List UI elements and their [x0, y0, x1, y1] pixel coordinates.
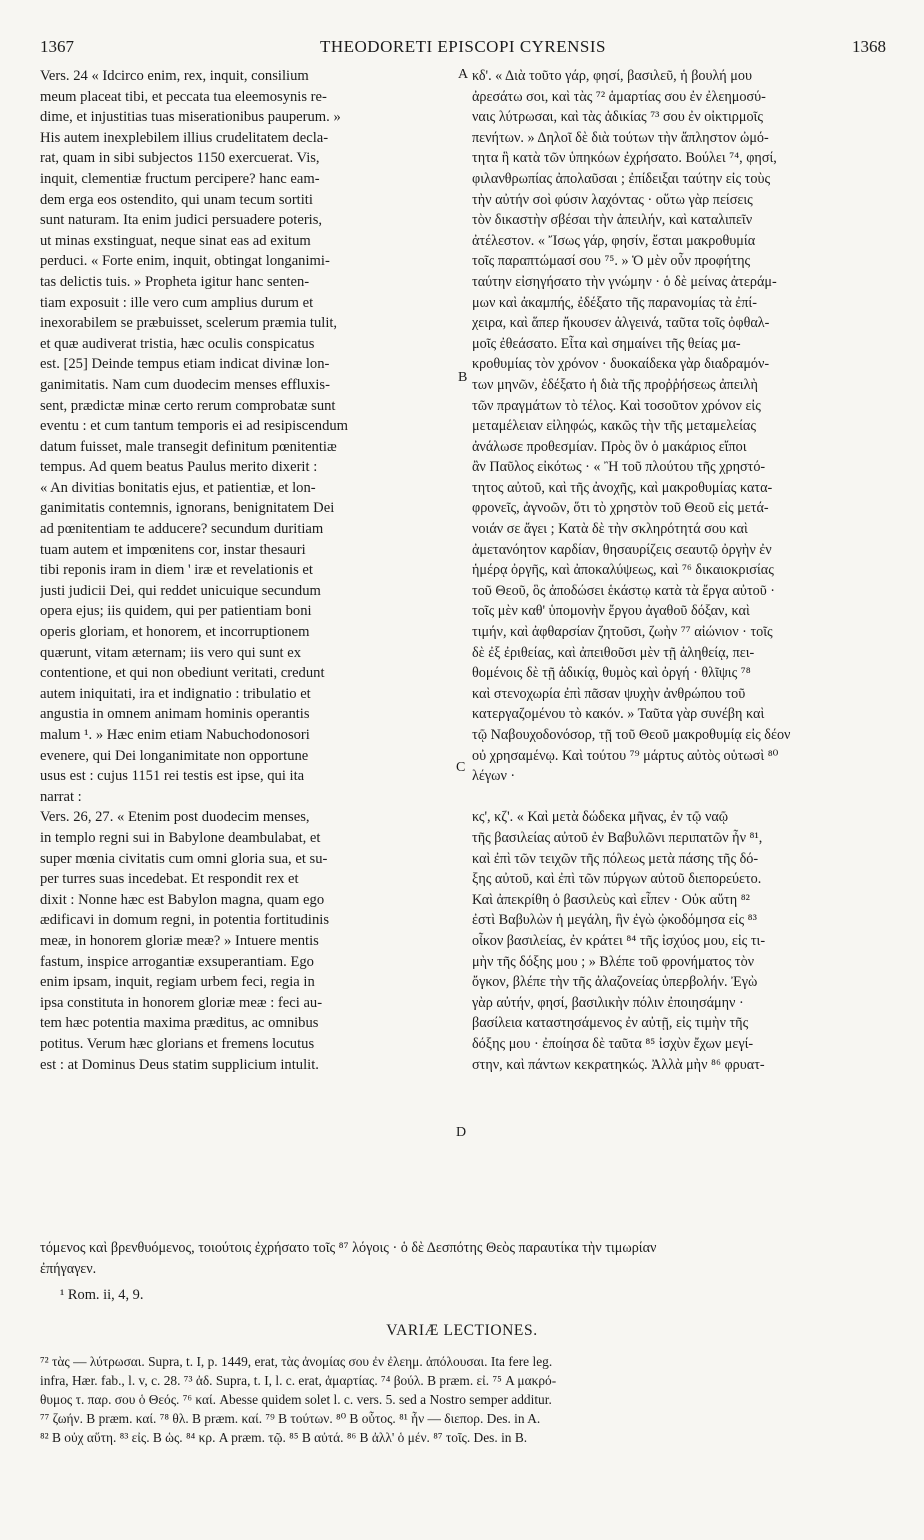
greek-text-line: ἡμέρᾳ ὀργῆς, καὶ ἀποκαλύψεως, καὶ ⁷⁶ δικαιοκρισίας [472, 562, 774, 579]
greek-text-line: τῶν πραγμάτων τὸ τέλος. Καὶ τοσοῦτον χρόνον εἰς [472, 397, 761, 414]
bridge-text-line: τόμενος καὶ βρενθυόμενος, τοιούτοις ἐχρήσατο τοῖς ⁸⁷ λόγοις · ὁ δὲ Δεσπότης Θεὸς παραυτίκα τὴν τιμωρίαν [40, 1240, 657, 1256]
latin-text-line: usus est : cujus 1151 rei testis est ipse, qui ita [40, 768, 305, 785]
greek-text-line: τητος αὐτοῦ, καὶ τῆς ἀνοχῆς, καὶ μακροθυμίας κατα- [472, 479, 773, 496]
greek-text-line: τιμήν, καὶ ἀφθαρσίαν ζητοῦσι, ζωὴν ⁷⁷ αἰώνιον · τοῖς [472, 624, 773, 641]
latin-text-line: est : at Dominus Deus statim supplicium intulit. [40, 1056, 319, 1073]
latin-text-line: Vers. 26, 27. « Etenim post duodecim menses, [40, 809, 310, 826]
greek-text-line: ἀτέλεστον. « Ἴσως γάρ, φησίν, ἔσται μακροθυμία [472, 232, 756, 249]
section-marker-b: B [458, 370, 468, 385]
section-marker-d: D [456, 1125, 467, 1140]
greek-text-line: ναις λύτρωσαι, καὶ τὰς ἀδικίας ⁷³ σου ἐν οἰκτιρμοῖς [472, 109, 763, 126]
latin-text-line: opera ejus; iis quidem, qui per patientiam boni [40, 603, 312, 620]
greek-text-line: ξης αὐτοῦ, καὶ ἐπὶ τῶν πύργων αὐτοῦ διεπορεύετο. [472, 871, 762, 888]
section-marker-c: C [456, 760, 466, 775]
latin-text-line: ut minas exstinguat, neque sinat eas ad exitum [40, 232, 311, 249]
latin-text-line: dime, et injustitias tuas miserationibus pauperum. » [40, 109, 341, 126]
latin-text-line: ganimitatis contemnis, ignorans, benignitatem Dei [40, 500, 335, 517]
latin-text-line: dixit : Nonne hæc est Babylon magna, quam ego [40, 891, 325, 908]
latin-text-line: sent, prædictæ minæ certo rerum comprobatæ sunt [40, 397, 336, 414]
varia-line: ⁷⁷ ζωήν. B præm. καί. ⁷⁸ θλ. B præm. καί. ⁷⁹ B τούτων. ⁸⁰ B οὗτος. ⁸¹ ἦν — διεπορ. Des. in A. [40, 1411, 541, 1426]
greek-text-line: χειρα, καὶ ἅπερ ἤκουσεν ἀλγεινά, ταῦτα τοῖς ὀφθαλ- [472, 315, 770, 332]
latin-text-line: tuam autem et impœnitens cor, instar thesauri [40, 541, 306, 558]
variae-lectiones-title: VARIÆ LECTIONES. [386, 1322, 538, 1339]
latin-text-line: fastum, inspice arrogantiæ exsuperantiam. Ego [40, 953, 314, 970]
latin-text-line: evenere, qui Dei longanimitate non opportune [40, 747, 309, 764]
greek-text-line: τὸν δικαστὴν σβέσαι τὴν ἀπειλήν, καὶ καταλιπεῖν [472, 212, 753, 229]
latin-text-line: quærunt, vitam æternam; iis vero qui sunt ex [40, 644, 302, 661]
greek-text-line: οὐ χρησαμένῳ. Καὶ τούτου ⁷⁹ μάρτυς αὐτὸς οὑτωσὶ ⁸⁰ [472, 747, 779, 764]
latin-text-line: tas delictis tuis. » Propheta igitur hanc senten- [40, 273, 310, 290]
greek-text-line: ἂν Παῦλος εἰκότως · « Ἢ τοῦ πλούτου τῆς χρηστό- [472, 459, 766, 476]
page-number-right: 1368 [852, 37, 886, 56]
latin-text-line: « An divitias bonitatis ejus, et patientiæ, et lon- [40, 479, 316, 496]
latin-text-line: est. [25] Deinde tempus etiam indicat divinæ lon- [40, 356, 330, 373]
bridge-text [40, 1238, 886, 1279]
greek-text-line: θομένοις δὲ τῇ ἀδικίᾳ, θυμὸς καὶ ὀργή · θλῖψις ⁷⁸ [472, 665, 751, 682]
latin-text-line: in templo regni sui in Babylone deambulabat, et [40, 829, 321, 846]
greek-text-line: τῆς βασιλείας αὐτοῦ ἐν Βαβυλῶνι περιπατῶν ἦν ⁸¹, [472, 829, 763, 846]
greek-text-line: λέγων · [472, 768, 516, 785]
greek-text-line: μοῖς ἐθεάσατο. Εἶτα καὶ σημαίνει τῆς θείας μα- [472, 335, 741, 352]
latin-text-line: per turres suas incedebat. Et respondit rex et [40, 871, 299, 888]
greek-text-line: νοιάν σε ἄγει ; Κατὰ δὲ τὴν σκληρότητά σου καὶ [472, 521, 748, 538]
latin-text-line: autem iniquitati, ira et indignatio : tribulatio et [40, 685, 311, 702]
greek-text-line: Καὶ ἀπεκρίθη ὁ βασιλεὺς καὶ εἶπεν · Οὐκ αὕτη ⁸² [472, 891, 750, 908]
latin-text-line: ipsa constituta in honorem gloriæ meæ : feci au- [40, 994, 323, 1011]
latin-text-line: ganimitatis. Nam cum duodecim menses effluxis- [40, 376, 330, 393]
latin-text-line: tiam exposuit : ille vero cum amplius durum et [40, 294, 314, 311]
latin-text-line: inexorabilem se præbuisset, scelerum præmia tulit, [40, 315, 338, 332]
greek-text-line: γὰρ αὐτήν, φησί, βασιλικὴν πόλιν ἐποιησάμην · [472, 994, 744, 1011]
greek-text-line: ἀρεσάτω σοι, καὶ τὰς ⁷² ἁμαρτίας σου ἐν ἐλεημοσύ- [472, 88, 766, 105]
greek-text-line: μεταμέλειαν εἰληφώς, κακῶς τὴν τῆς μεταμελείας [472, 418, 756, 435]
latin-text-line: dem erga eos ostendito, qui unam tecum sortiti [40, 191, 313, 208]
varia-line: ⁷² τὰς — λύτρωσαι. Supra, t. I, p. 1449, erat, τὰς ἀνομίας σου ἐν ἐλεημ. ἀπόλουσαι. Ita fere leg. [40, 1354, 553, 1369]
latin-text-line: tempus. Ad quem beatus Paulus merito dixerit : [40, 459, 318, 476]
greek-text-line: δὲ ἐξ ἐριθείας, καὶ ἀπειθοῦσι μὲν τῇ ἀληθείᾳ, πει- [472, 644, 755, 661]
running-title: THEODORETI EPISCOPI CYRENSIS [319, 37, 607, 56]
section-marker-a: A [458, 67, 469, 82]
greek-column [472, 66, 886, 1075]
greek-text-line: οἶκον βασιλείας, ἐν κράτει ⁸⁴ τῆς ἰσχύος μου, εἰς τι- [472, 932, 766, 949]
latin-text-line: tibi reponis iram in diem ' iræ et revelationis et [40, 562, 313, 579]
latin-text-line: tem hæc potentia maxima præditus, ac omnibus [40, 1015, 319, 1032]
greek-text-line: ἐστὶ Βαβυλὼν ἡ μεγάλη, ἣν ἐγὼ ᾠκοδόμησα εἰς ⁸³ [472, 912, 757, 929]
varia-line: infra, Hær. fab., l. v, c. 28. ⁷³ ἀδ. Supra, t. I, l. c. erat, ἁμαρτίας. ⁷⁴ βούλ. B præm. εἰ. ⁷⁵ A μακρό- [40, 1373, 557, 1388]
greek-text-line: τοῦ Θεοῦ, ὃς ἀποδώσει ἑκάστῳ κατὰ τὰ ἔργα αὐτοῦ · [472, 582, 776, 599]
latin-text-line: inquit, clementiæ fructum percipere? hanc eam- [40, 170, 320, 187]
greek-text-line: των μηνῶν, ἐδέξατο ἡ διὰ τῆς προῤῥήσεως ἀπειλὴ [472, 376, 758, 393]
greek-text-line: μων καὶ ἀκαμπής, ἐδέξατο τῆς παρανομίας τὰ ἐπί- [472, 294, 757, 311]
greek-text-line: φιλανθρωπίας ἀπολαῦσαι ; ἐπίδειξαι ταύτην εἰς τοὺς [472, 170, 771, 187]
greek-text-line: τῷ Ναβουχοδονόσορ, τῇ τοῦ Θεοῦ μακροθυμίᾳ εἰς δέον [472, 727, 791, 743]
latin-text-line: perduci. « Forte enim, inquit, obtingat longanimi- [40, 253, 330, 270]
footnote: ¹ Rom. ii, 4, 9. [60, 1287, 144, 1303]
latin-text-line: malum ¹. » Hæc enim etiam Nabuchodonosori [40, 727, 310, 743]
greek-text-line: πενήτων. » Δηλοῖ δὲ διὰ τούτων τὴν ἄπληστον ὠμό- [472, 129, 769, 146]
latin-text-line: potitus. Verum hæc glorians et fremens locutus [40, 1035, 315, 1052]
latin-text-line: rat, quam in sibi subjectos 1150 exercuerat. Vis, [40, 150, 320, 167]
latin-text-line: Vers. 24 « Idcirco enim, rex, inquit, consilium [40, 68, 309, 84]
page-number-left: 1367 [40, 37, 74, 56]
greek-text-line: βασίλεια καταστησάμενος ἐν αὐτῇ, εἰς τιμὴν τῆς [472, 1015, 749, 1032]
latin-text-line: contentione, et qui non obediunt veritati, credunt [40, 665, 325, 682]
greek-text-line: δόξης μου · ἐποίησα δὲ ταῦτα ⁸⁵ ἰσχὺν ἔχων μεγί- [472, 1035, 754, 1052]
latin-text-line: datum fuisset, male transegit definitum pœnitentiæ [40, 438, 337, 455]
greek-text-line: ταύτην εἰσηγήσατο τὴν γνώμην · ὁ δὲ μείνας ἀτεράμ- [472, 273, 777, 290]
latin-text-line: eventu : et cum tantum temporis ei ad resipiscendum [40, 418, 349, 435]
greek-text-line: κδ'. « Διὰ τοῦτο γάρ, φησί, βασιλεῦ, ἡ βουλή μου [472, 68, 752, 84]
greek-text-line: φρονεῖς, ἀγνοῶν, ὅτι τὸ χρηστὸν τοῦ Θεοῦ εἰς μετά- [472, 500, 769, 517]
greek-text-line: κροθυμίας τὸν χρόνον · δυοκαίδεκα γὰρ διαδραμόν- [472, 356, 770, 373]
bridge-text-line: ἐπήγαγεν. [40, 1260, 97, 1277]
greek-text-line: μὴν τῆς δόξης μου ; » Βλέπε τοῦ φρονήματος τὸν [472, 953, 755, 970]
latin-text-line: narrat : [40, 788, 82, 805]
greek-text-line: τητα ἣ κατὰ τῶν ὑπηκόων ἐχρήσατο. Βούλει ⁷⁴, φησί, [472, 150, 777, 167]
greek-text-line [472, 787, 886, 808]
running-header [40, 32, 886, 62]
greek-text-line: καὶ στενοχωρία ἐπὶ πᾶσαν ψυχὴν ἀνθρώπου τοῦ [472, 685, 746, 702]
varia-line: ⁸² B οὐχ αὕτη. ⁸³ εἰς. B ὡς. ⁸⁴ κρ. A præm. τῷ. ⁸⁵ B αὐτά. ⁸⁶ B ἀλλ' ὁ μέν. ⁸⁷ τοῖς. Des. in B. [40, 1430, 528, 1445]
latin-text-line: angustia in omnem animam hominis operantis [40, 706, 310, 723]
greek-text-line: τοῖς παραπτώμασί σου ⁷⁵. » Ὁ μὲν οὖν προφήτης [472, 253, 751, 270]
greek-text-line: κς', κζ'. « Καὶ μετὰ δώδεκα μῆνας, ἐν τῷ ναῷ [472, 809, 729, 826]
greek-text-line: τὴν αὐτήν σοὶ φύσιν λαχόντας · οὕτω γὰρ πείσεις [472, 191, 753, 208]
greek-text-line: κατεργαζομένου τὸ κακόν. » Ταῦτα γὰρ συνέβη καὶ [472, 706, 765, 723]
greek-text-line: καὶ ἐπὶ τῶν τειχῶν τῆς πόλεως μετὰ πάσης τῆς δό- [472, 850, 759, 867]
latin-column [40, 66, 460, 1075]
varia-line: θυμος τ. παρ. σου ὁ Θεός. ⁷⁶ καί. Abesse quidem solet l. c. vers. 5. sed a Nostro semper additur. [40, 1392, 552, 1407]
latin-text-line: meum placeat tibi, et peccata tua eleemosynis re- [40, 88, 327, 105]
latin-text-line: operis gloriam, et honorem, et incorruptionem [40, 624, 310, 641]
latin-text-line: meæ, in honorem gloriæ meæ? » Intuere mentis [40, 932, 319, 949]
greek-text-line: τοῖς μὲν καθ' ὑπομονὴν ἔργου ἀγαθοῦ δόξαν, καὶ [472, 603, 750, 620]
greek-text-line: ἀμετανόητον καρδίαν, θησαυρίζεις σεαυτῷ ὀργὴν ἐν [472, 541, 772, 558]
latin-text-line: ad pœnitentiam te adducere? secundum duritiam [40, 521, 324, 538]
greek-text-line: ὄγκον, βλέπε τὴν τῆς ἀλαζονείας ὑπερβολήν. Ἐγὼ [472, 974, 758, 991]
latin-text-line: His autem inexplebilem illius crudelitatem decla- [40, 129, 329, 146]
latin-text-line: enim ipsam, inquit, regiam urbem feci, regia in [40, 974, 315, 991]
greek-text-line: στην, καὶ πάντων κεκρατηκώς. Ἀλλὰ μὴν ⁸⁶ φρυατ- [472, 1056, 765, 1073]
greek-text-line: ἀνάλωσε προθεσμίαν. Πρὸς ὃν ὁ μακάριος εἴποι [472, 438, 747, 455]
latin-text-line: sunt naturam. Ita enim judici persuadere poteris, [40, 212, 323, 229]
latin-text-line: ædificavi in domum regni, in potentia fortitudinis [40, 912, 329, 929]
variae-lectiones [40, 1352, 886, 1447]
latin-text-line: et quæ audiverat tristia, hæc oculis conspicatus [40, 335, 315, 352]
latin-text-line: justi judicii Dei, qui reddet unicuique secundum [40, 582, 321, 599]
latin-text-line: super mœnia civitatis cum omni gloria sua, et su- [40, 850, 328, 867]
